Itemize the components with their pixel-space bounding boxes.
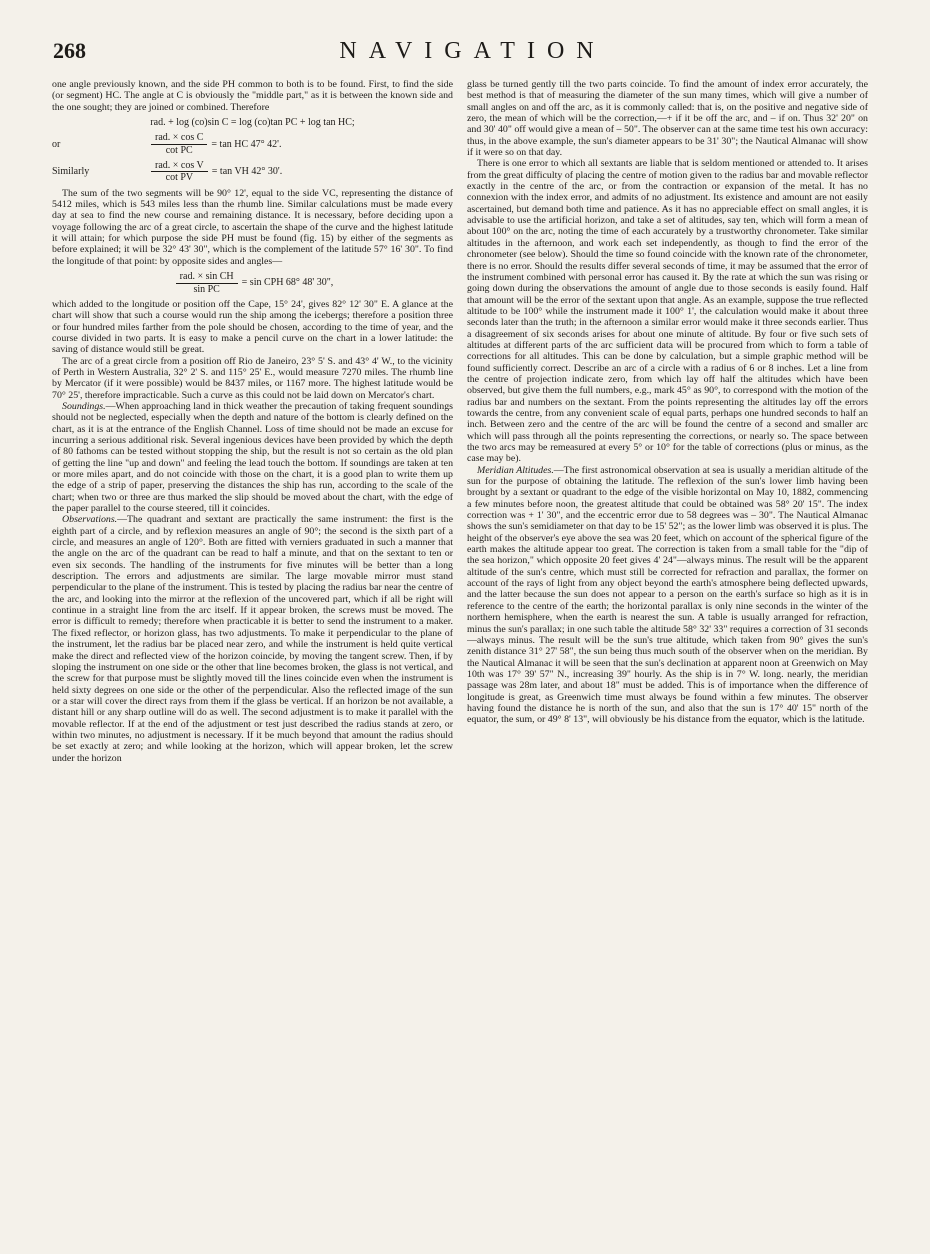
fraction-numerator: rad. × cos C (151, 132, 207, 144)
paragraph: glass be turned gently till the two parts coincide. To find the amount of index error accurately, the best method is that of measuring the diameter of the sun many times, which will give a number of small angles on and off the arc, as it is commonly called: that is, on the positive and negative side of zero, the mean of which will be the correction,—+ if it be off the arc, and – if on. Thus 32' 20" on and 30' 40" off would give a mean of – 50". The observer can at the same time test his own accuracy: thus, in the above example, the sun's diameter appears to be 31' 30"; the Nautical Almanac will show if it were so on that day. (467, 79, 868, 159)
paragraph-text: —When approaching land in thick weather the precaution of taking frequent soundings should not be neglected, especially when the depth and nature of the bottom is clearly defined on the chart, as it is at the entrance of the English Channel. Loss of time should not be made an excuse for incurring a serious additional risk. Several ingenious devices have been provided by which the depth of 80 fathoms can be tested without stopping the ship, but the result is not so certain as the old plan of getting the line "up and down" and feeling the lead touch the bottom. If soundings are taken at ten or more miles apart, and do not coincide with those on the chart, it is a good plan to write them up the edge of a strip of paper, preserving the distances the ship has run, according to the scale of the chart; when two or three are thus marked the slip should be moved about the chart, with the edge of the paper parallel to the course steered, till it coincides. (52, 400, 453, 515)
right-column (467, 79, 868, 1219)
paragraph (52, 401, 453, 514)
formula-rhs: = tan VH 42° 30'. (211, 166, 283, 178)
left-column (52, 79, 453, 1219)
formula (52, 132, 453, 156)
formula-rhs: = sin CPH 68° 48' 30", (241, 277, 334, 289)
formula (52, 271, 453, 295)
formula-label: Similarly (52, 166, 90, 178)
fraction (176, 271, 238, 295)
page-number: 268 (53, 38, 86, 63)
fraction (151, 132, 207, 156)
fraction-denominator: cot PC (165, 144, 193, 156)
running-title: NAVIGATION (339, 38, 606, 64)
paragraph: The sum of the two segments will be 90° 12', equal to the side VC, representing the distance of 5412 miles, which is 543 miles less than the rhumb line. Similar calculations must be made every day at sea to find the new course and remaining distance. It is necessary, before deciding upon a voyage following the arc of a great circle, to ascertain the shape of the curve and the highest latitude it will attain; for which purpose the side PH must be found (fig. 15) by either of the segments as before explained; it will be 32° 43' 30", which is the complement of the latitude 57° 16' 30". To find the longitude of that point: by opposite sides and angles— (52, 187, 453, 267)
page-header (53, 38, 852, 68)
section-heading: Observations. (62, 514, 118, 526)
paragraph: one angle previously known, and the side PH common to both is to be found. First, to find the side (or segment) HC. The angle at C is obviously the "middle part," as it is between the known side and the one sought; they are joined or combined. Therefore (52, 79, 453, 113)
section-heading: Meridian Altitudes. (477, 464, 554, 476)
fraction-numerator: rad. × sin CH (176, 271, 238, 283)
paragraph (467, 465, 868, 726)
paragraph: The arc of a great circle from a position off Rio de Janeiro, 23° 5' S. and 43° 4' W., to the vicinity of Perth in Western Australia, 32° 2' S. and 115° 25' E., would measure 7270 miles. The rhumb line by Mercator (if it were possible) would be 8437 miles, or 1167 more. The highest latitude would be 70° 25', therefore impracticable. Such a curve as this could not be laid down on Mercator's chart. (52, 355, 453, 401)
section-heading: Soundings. (62, 400, 106, 412)
paragraph-text: —The quadrant and sextant are practically the same instrument: the first is the eighth part of a circle, and by reflexion measures an angle of 90°; the second is the sixth part of a circle, and measures an angle of 120°. Both are fitted with verniers graduated in such a manner that the angle on the arc of the quadrant can be read to half a minute, and that on the sextant to ten or even six seconds. The handling of the instruments for five minutes will be better than a long description. The errors and adjustments are similar. The large movable mirror must stand perpendicular to the plane of the instrument. This is tested by placing the radius bar near the centre of the arc, and looking into the mirror at the reflexion of the uncovered part, which if all be right will continue in a straight line from the arc itself. If it appear broken, the screws must be moved. The error is difficult to remedy; therefore when practicable it is better to send the instrument to a maker. The fixed reflector, or horizon glass, has two adjustments. To make it perpendicular to the plane of the instrument, let the radius bar be placed near zero, and while the instrument is held quite vertical make the direct and reflected view of the horizon coincide, by moving the tangent screw. Then, if by sloping the instrument on one side or the other that line becomes broken, the glass is not vertical, and the screw for that purpose must be slightly moved till the lines coincide even when the instrument is held sixty degrees on one side or the other of the perpendicular. Also the reflected image of the sun or a star will cover the direct rays from them if the glass be vertical. If an horizon be not available, a distant hill or any sharp outline will do as well. The second adjustment is to make it parallel with the movable reflector. If at the end of the adjustment or test just described the radius stands at zero, or within two minutes, no adjustment is necessary. If it be much beyond that amount the radius should be set exactly at zero; and while looking at the horizon, which will appear broken, let the screw under the horizon (52, 514, 453, 764)
paragraph: which added to the longitude or position off the Cape, 15° 24', gives 82° 12' 30" E. A glance at the chart will show that such a course would run the ship among the icebergs; therefore a position three or four hundred miles farther from the pole should be chosen, according to the time of year, and the course divided in two parts. It is easy to make a pencil curve on the chart in a lower latitude: the saving of distance would still be great. (52, 298, 453, 356)
formula-text: rad. + log (co)sin C = log (co)tan PC + log tan HC; (150, 117, 355, 129)
formula (52, 117, 453, 128)
fraction-numerator: rad. × cos V (151, 160, 208, 172)
formula-rhs: = tan HC 47° 42'. (211, 138, 282, 150)
paragraph: There is one error to which all sextants are liable that is seldom mentioned or attended to. It arises from the great difficulty of placing the centre of motion given to the radius bar and movable reflector exactly in the centre of the arc, or from the contraction or expansion of the metal. It has no connexion with the index error, and admits of no adjustment. Its existence and amount are not easily ascertained, but demand both time and patience. As it has no appreciable effect on small angles, it is advisable to use the artificial horizon, and take a set of altitudes, say ten, which will form a mean of about 100° on the arc, noting the time of each accurately by a trustworthy chronometer. Take similar altitudes in the afternoon, and work each set independently, as though to find the error of the chronometer (see below). Should the time so found coincide with the known rate of the chronometer, there is no error. Should the results differ several seconds of time, it may be assumed that the error of the instrument combined with personal error has caused it. By the rate at which the sun was rising or going down during the observations the amount of angle due to those seconds is easily found. Half that amount will be the error of the sextant upon that angle. As an example, suppose the true reflected altitude to be 100° while the instrument made it 100° 1', the calculation would make it about three seconds later than the truth; in the afternoon a similar error would make it three seconds earlier. Thus a disagreement of six seconds arises for about one minute of altitude. By four or five such sets of altitudes at different parts of the arc sufficient data will be procured from which to form a table of corrections for all altitudes. This can be done by calculation, but a simple graphic method will be found sufficiently correct. Describe an arc of a circle with a radius of 6 or 8 inches. Let a line from the centre of projection indicate zero, from which lay off half the altitudes which have been observed, but give them the full numbers, e.g., mark 45° as 90°, to correspond with the motion of the radius bar and numbers on the sextant. From the points representing the altitudes lay off the errors towards the centre, from any convenient scale of equal parts, perhaps one hundred seconds to half an inch. Between zero and the centre of the arc will be found the centre of a second and smaller arc which will pass through all the points representing the corrections, or nearly so. The space between the two arcs may be remeasured at every 5° or 10° for the table of corrections (plus or minus, as the case may be). (467, 158, 868, 465)
paragraph (52, 514, 453, 764)
formula-label: or (52, 138, 61, 150)
fraction-denominator: cot PV (165, 172, 194, 184)
formula (52, 160, 453, 184)
fraction-denominator: sin PC (193, 283, 220, 295)
fraction (151, 160, 208, 184)
paragraph-text: —The first astronomical observation at sea is usually a meridian altitude of the sun for the purpose of obtaining the latitude. The reflexion of the sun's lower limb having been brought by a sextant or quadrant to the edge of the visible horizontal on May 10, 1882, commencing a few minutes before noon, the greatest altitude that could be obtained was 58° 20' 15". The index correction was + 1' 30", and the eccentric error due to 58 degrees was – 30". The Nautical Almanac shows the sun's semidiameter on that day to be 15' 52"; as the lower limb was observed it is plus. The height of the observer's eye above the sea was 20 feet, which on account of the spherical figure of the earth makes the altitude appear too great. The correction is taken from a small table for the "dip of the sea horizon," which opposite 20 feet gives 4' 24"—always minus. The result will be the apparent altitude of the sun's centre, which must still be corrected for refraction and parallax, the former on account of the rays of light from any object beyond the earth's atmosphere being deflected upwards, and the latter because the sun does not appear to a person on the earth's surface so high as it is in reference to the centre of the earth; the horizontal parallax is only nine seconds in the winter of the northern hemisphere, when the earth is nearest the sun. A table is usually arranged for refraction, minus the sun's parallax; in one such table the altitude 58° 32' 33" requires a correction of 31 seconds—always minus. The result will be the sun's true altitude, which taken from 90° gives the sun's zenith distance 31° 27' 58", the sun being thus much south of the observer when on the meridian. By the Nautical Almanac it will be seen that the sun's declination at apparent noon at Greenwich on May 10th was 17° 39' 57" N., increasing 39" hourly. As the ship is in 7° W. long. nearly, the meridian passage was 28m later, and about 18" must be added. This is of importance when the difference of longitude is great, as Greenwich time must always be found within a few minutes. The observer having found the distance he is north of the sun, and also that the sun is 17° 40' 15" north of the equator, the sum, or 49° 8' 13", will obviously be his distance from the equator, which is the latitude. (467, 464, 868, 726)
